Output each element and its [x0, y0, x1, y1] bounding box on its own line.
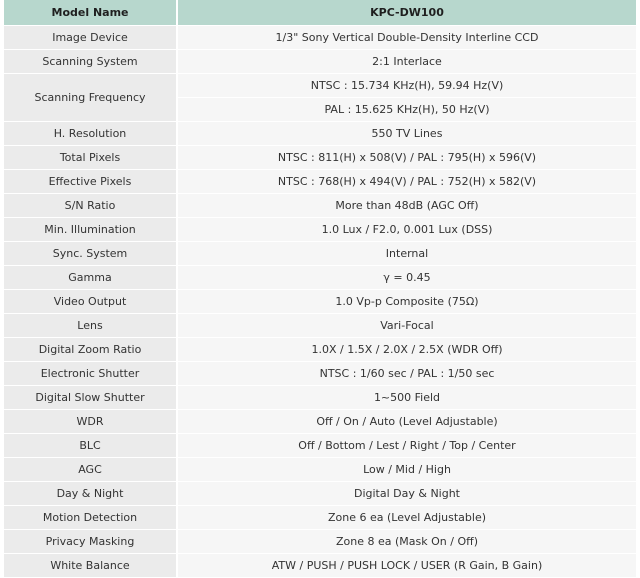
spec-label: Scanning System: [4, 50, 178, 74]
spec-value: 1.0 Lux / F2.0, 0.001 Lux (DSS): [178, 218, 636, 242]
table-row: [4, 122, 636, 146]
spec-value: γ = 0.45: [178, 266, 636, 290]
table-row: [4, 314, 636, 338]
table-row: [4, 170, 636, 194]
header-row: [4, 0, 636, 26]
spec-value: 1~500 Field: [178, 386, 636, 410]
spec-label: Video Output: [4, 290, 178, 314]
spec-value: Vari-Focal: [178, 314, 636, 338]
table-row: [4, 410, 636, 434]
spec-value: NTSC : 768(H) x 494(V) / PAL : 752(H) x 582(V): [178, 170, 636, 194]
spec-value: 1.0X / 1.5X / 2.0X / 2.5X (WDR Off): [178, 338, 636, 362]
table-row: [4, 194, 636, 218]
spec-value: Digital Day & Night: [178, 482, 636, 506]
table-row: [4, 482, 636, 506]
spec-label: Privacy Masking: [4, 530, 178, 554]
spec-value: Zone 8 ea (Mask On / Off): [178, 530, 636, 554]
table-row: [4, 554, 636, 578]
table-row: [4, 290, 636, 314]
spec-value: NTSC : 1/60 sec / PAL : 1/50 sec: [178, 362, 636, 386]
spec-value: NTSC : 15.734 KHz(H), 59.94 Hz(V): [178, 74, 636, 98]
table-row: [4, 26, 636, 50]
table-row: [4, 146, 636, 170]
spec-label: Digital Zoom Ratio: [4, 338, 178, 362]
spec-table: [4, 0, 636, 578]
table-row: [4, 266, 636, 290]
spec-value: NTSC : 811(H) x 508(V) / PAL : 795(H) x 596(V): [178, 146, 636, 170]
spec-label: Lens: [4, 314, 178, 338]
table-row: [4, 338, 636, 362]
table-row: [4, 218, 636, 242]
spec-value: 550 TV Lines: [178, 122, 636, 146]
table-row: [4, 74, 636, 98]
spec-value: Low / Mid / High: [178, 458, 636, 482]
spec-label: Digital Slow Shutter: [4, 386, 178, 410]
spec-value: More than 48dB (AGC Off): [178, 194, 636, 218]
spec-label: Scanning Frequency: [4, 74, 178, 122]
spec-label: H. Resolution: [4, 122, 178, 146]
spec-value: ATW / PUSH / PUSH LOCK / USER (R Gain, B Gain): [178, 554, 636, 578]
spec-value: Off / Bottom / Lest / Right / Top / Center: [178, 434, 636, 458]
table-row: [4, 434, 636, 458]
spec-label: Sync. System: [4, 242, 178, 266]
table-row: [4, 458, 636, 482]
spec-label: Total Pixels: [4, 146, 178, 170]
spec-label: Day & Night: [4, 482, 178, 506]
header-model-name: Model Name: [4, 0, 178, 26]
spec-value: 1/3" Sony Vertical Double-Density Interline CCD: [178, 26, 636, 50]
spec-value: 1.0 Vp-p Composite (75Ω): [178, 290, 636, 314]
spec-label: Electronic Shutter: [4, 362, 178, 386]
spec-value: 2:1 Interlace: [178, 50, 636, 74]
spec-value: PAL : 15.625 KHz(H), 50 Hz(V): [178, 98, 636, 122]
header-model-value: KPC-DW100: [178, 0, 636, 26]
table-row: [4, 242, 636, 266]
table-row: [4, 50, 636, 74]
spec-label: AGC: [4, 458, 178, 482]
spec-label: Min. Illumination: [4, 218, 178, 242]
table-row: [4, 530, 636, 554]
spec-label: Gamma: [4, 266, 178, 290]
spec-label: Motion Detection: [4, 506, 178, 530]
spec-value: Off / On / Auto (Level Adjustable): [178, 410, 636, 434]
spec-label: WDR: [4, 410, 178, 434]
table-row: [4, 506, 636, 530]
spec-label: BLC: [4, 434, 178, 458]
spec-value: Zone 6 ea (Level Adjustable): [178, 506, 636, 530]
spec-label: White Balance: [4, 554, 178, 578]
table-row: [4, 362, 636, 386]
spec-label: Image Device: [4, 26, 178, 50]
table-row: [4, 386, 636, 410]
spec-label: S/N Ratio: [4, 194, 178, 218]
spec-label: Effective Pixels: [4, 170, 178, 194]
spec-value: Internal: [178, 242, 636, 266]
